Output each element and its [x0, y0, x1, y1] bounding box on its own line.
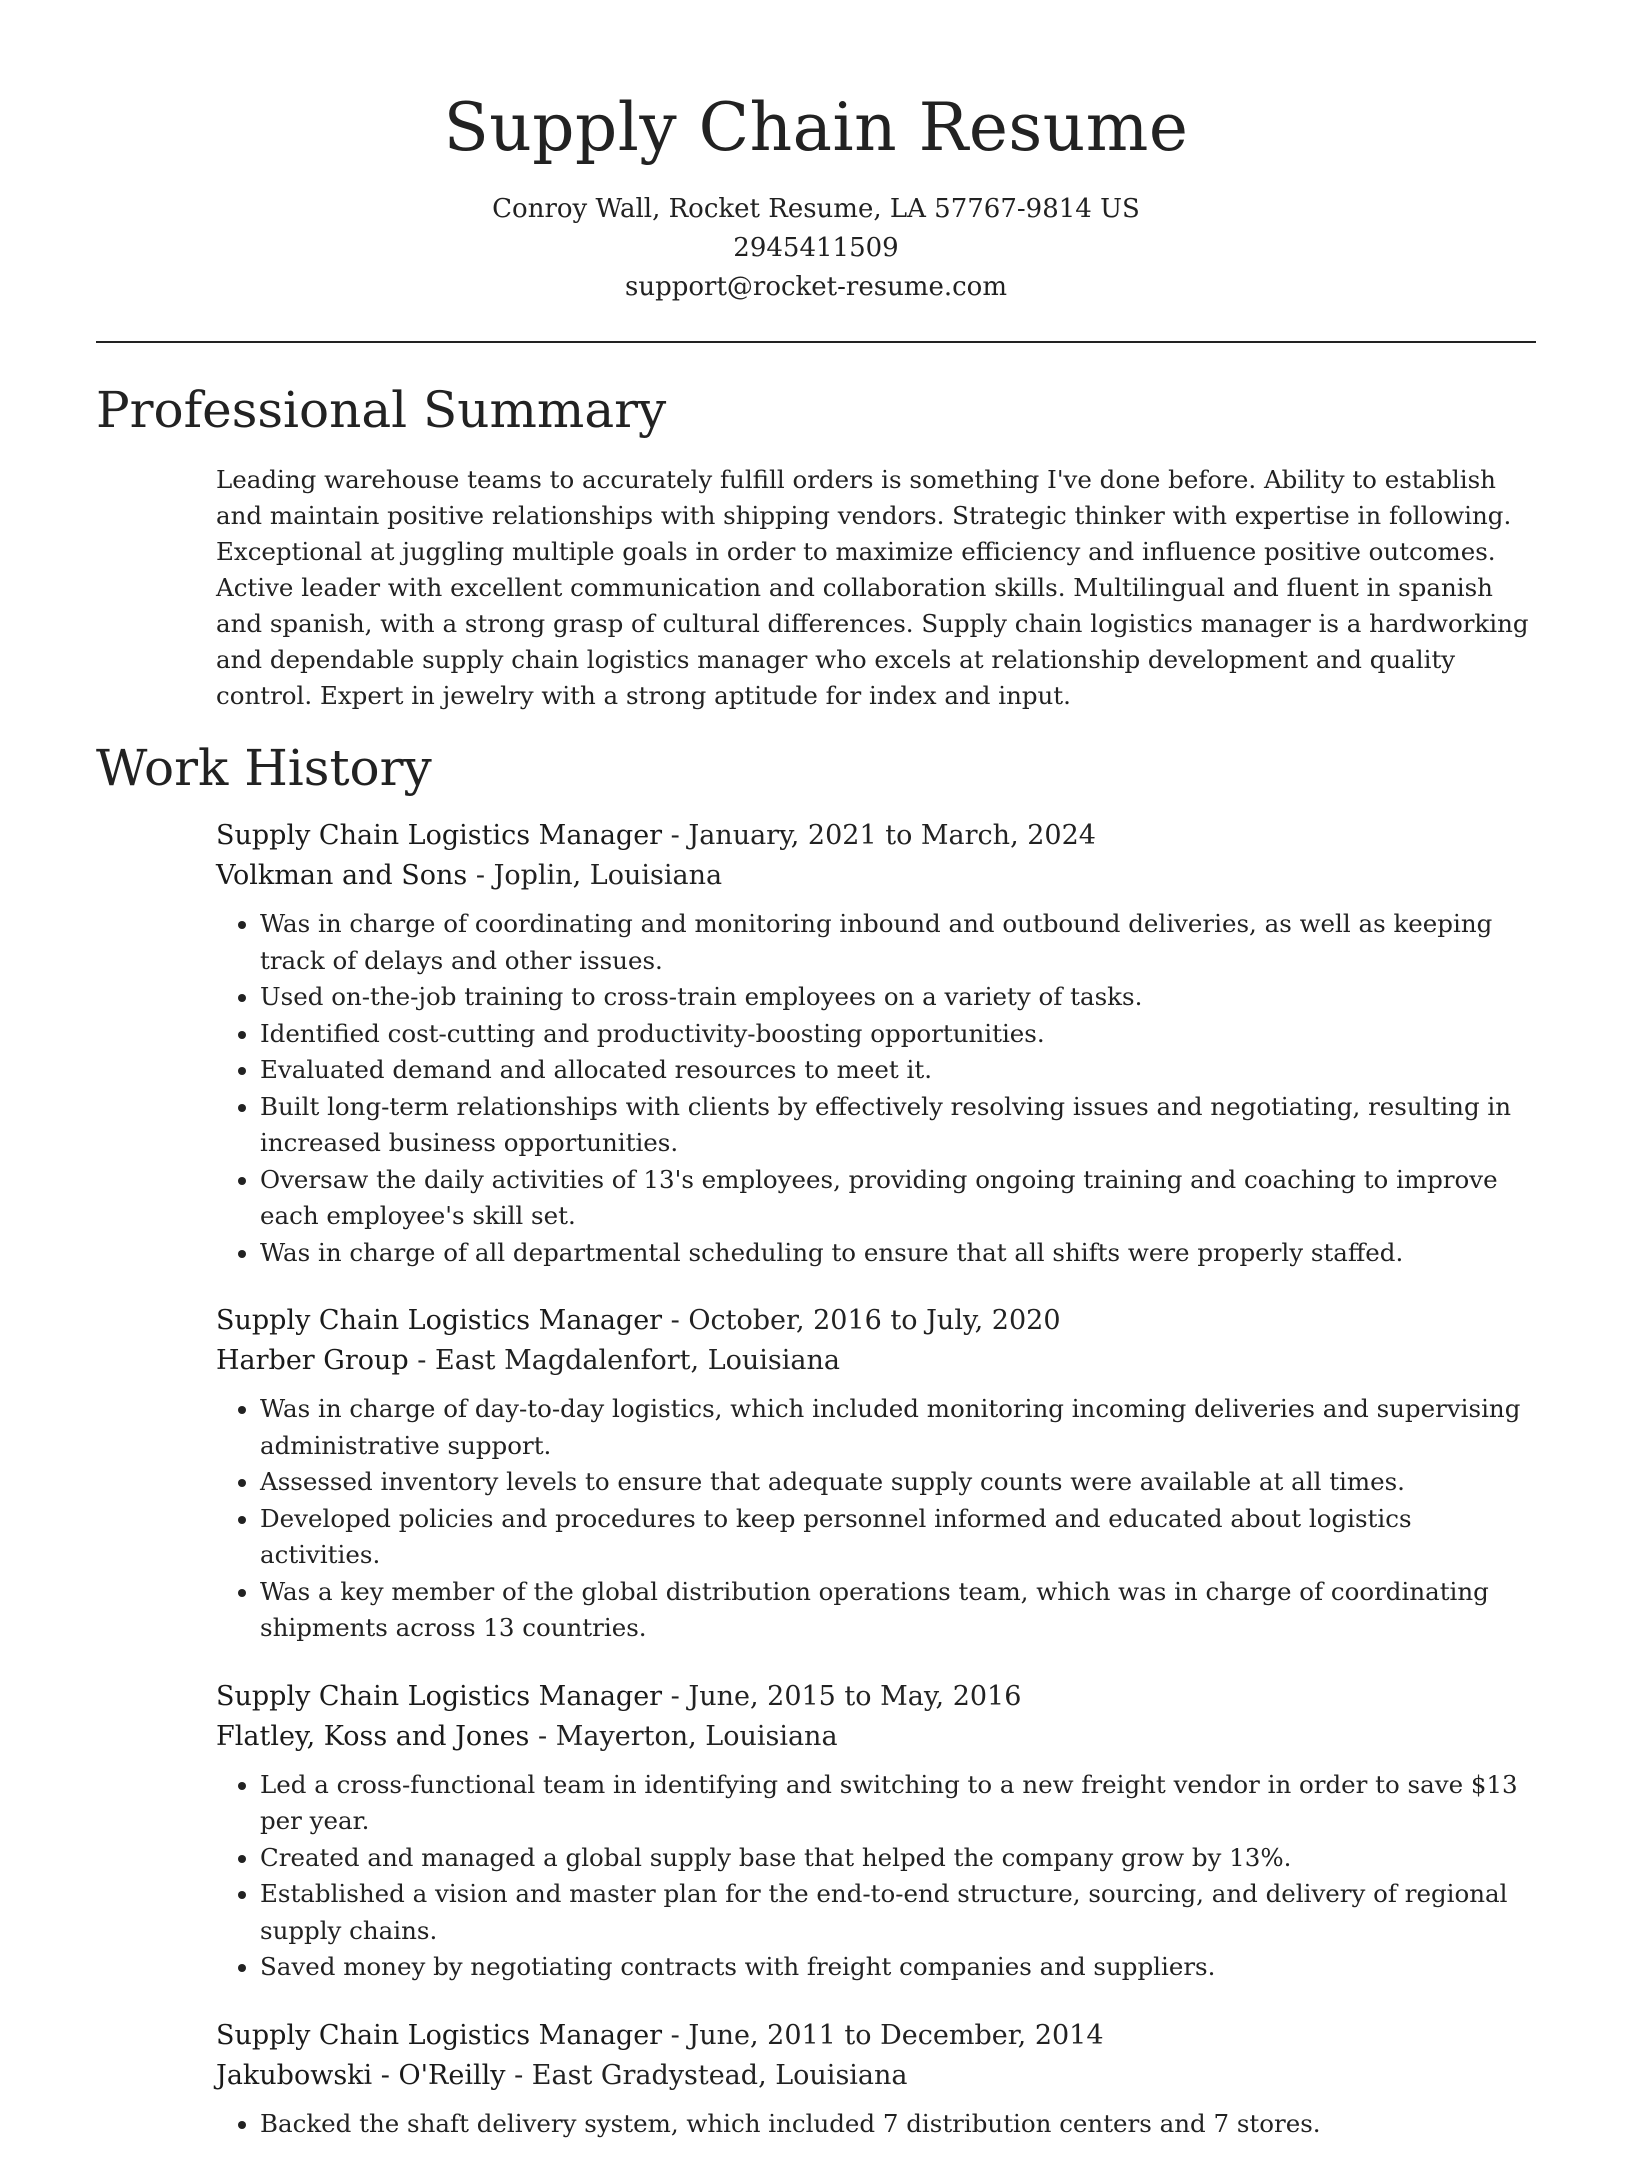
job-bullet: • Established a vision and master plan for the end-to-end structure, sourcing, and delivery of regional supply chains.: [260, 1876, 1536, 1949]
resume-header: [96, 84, 1536, 307]
job-bullet-list: [216, 1767, 1536, 1986]
job-location: Joplin, Louisiana: [493, 860, 723, 891]
job-bullet: • Saved money by negotiating contracts with freight companies and suppliers.: [260, 1949, 1536, 1986]
separator: -: [662, 1680, 689, 1712]
separator: -: [467, 860, 494, 891]
job-bullet: • Identified cost-cutting and productivity-boosting opportunities.: [260, 1016, 1536, 1053]
work-history-heading: Work History: [96, 739, 432, 797]
job-title: Supply Chain Logistics Manager: [216, 2019, 663, 2051]
job-bullet: • Backed the shaft delivery system, which included 7 distribution centers and 7 stores.: [260, 2106, 1536, 2143]
job-company-line: [216, 1717, 1536, 1757]
job-title-line: [216, 1301, 1536, 1341]
summary-text: Leading warehouse teams to accurately fulfill orders is something I've done before. Ability to establish and maintain positive relationships with shipping vendors. Strategic thinker with expertise in following. Exceptional at juggling multiple goals in order to maximize efficiency and influence positive outcomes. Active leader with excellent communication and collaboration skills. Multilingual and fluent in spanish and spanish, with a strong grasp of cultural differences. Supply chain logistics manager is a hardworking and dependable supply chain logistics manager who excels at relationship development and quality control. Expert in jewelry with a strong aptitude for index and input.: [216, 465, 1529, 710]
job-company-line: [216, 2056, 1536, 2096]
job-bullet: • Built long-term relationships with clients by effectively resolving issues and negotiating, resulting in increased business opportunities.: [260, 1089, 1536, 1162]
contact-email: support@rocket-resume.com: [624, 272, 1007, 302]
job-bullet-list: [216, 2106, 1536, 2143]
job-company: Jakubowski - O'Reilly: [216, 2059, 506, 2091]
job-company: Flatley, Koss and Jones: [216, 1720, 530, 1752]
separator: -: [662, 820, 689, 851]
separator: -: [529, 1720, 556, 1752]
job-bullet-list: [216, 906, 1536, 1271]
job-bullet: • Assessed inventory levels to ensure that adequate supply counts were available at all times.: [260, 1464, 1536, 1501]
job-bullet-list: [216, 1391, 1536, 1647]
separator: -: [408, 1345, 436, 1376]
contact-address: Conroy Wall, Rocket Resume, LA 57767-9814 US: [492, 194, 1140, 224]
job-bullet: • Evaluated demand and allocated resources to meet it.: [260, 1052, 1536, 1089]
contact-block: [96, 190, 1536, 307]
job-dates: October, 2016 to July, 2020: [688, 1305, 1061, 1336]
job-title: Supply Chain Logistics Manager: [216, 820, 663, 851]
work-history-list: [216, 816, 1536, 2172]
job-company-line: [216, 1341, 1536, 1381]
summary-heading: Professional Summary: [96, 381, 667, 439]
job-bullet: • Led a cross-functional team in identifying and switching to a new freight vendor in order to save $13 per year.: [260, 1767, 1536, 1840]
job-title-line: [216, 1677, 1536, 1717]
job-title-line: [216, 2016, 1536, 2056]
job-company-line: [216, 856, 1536, 896]
job-location: East Gradystead, Louisiana: [531, 2059, 908, 2091]
job-bullet: • Created and managed a global supply base that helped the company grow by 13%.: [260, 1840, 1536, 1877]
job-bullet: • Was in charge of day-to-day logistics, which included monitoring incoming deliveries and supervising administrative support.: [260, 1391, 1536, 1464]
job-title-line: [216, 816, 1536, 856]
job-company: Harber Group: [216, 1345, 409, 1376]
separator: -: [662, 2019, 689, 2051]
job-entry: [216, 816, 1536, 1271]
separator: -: [505, 2059, 532, 2091]
job-bullet: • Oversaw the daily activities of 13's employees, providing ongoing training and coaching to improve each employee's skill set.: [260, 1162, 1536, 1235]
job-entry: [216, 1301, 1536, 1647]
job-dates: June, 2015 to May, 2016: [688, 1680, 1022, 1712]
job-company: Volkman and Sons: [216, 860, 468, 891]
job-title: Supply Chain Logistics Manager: [216, 1305, 663, 1336]
header-divider: [96, 341, 1536, 343]
contact-phone: 2945411509: [733, 233, 899, 263]
job-dates: June, 2011 to December, 2014: [688, 2019, 1104, 2051]
job-bullet: • Used on-the-job training to cross-train employees on a variety of tasks.: [260, 979, 1536, 1016]
job-entry: [216, 2016, 1536, 2143]
separator: -: [662, 1305, 689, 1336]
job-title: Supply Chain Logistics Manager: [216, 1680, 663, 1712]
job-bullet: • Developed policies and procedures to keep personnel informed and educated about logistics activities.: [260, 1501, 1536, 1574]
job-bullet: • Was in charge of coordinating and monitoring inbound and outbound deliveries, as well as keeping track of delays and other issues.: [260, 906, 1536, 979]
job-location: East Magdalenfort, Louisiana: [435, 1345, 840, 1376]
page-title: Supply Chain Resume: [443, 89, 1189, 166]
job-entry: [216, 1677, 1536, 1986]
job-location: Mayerton, Louisiana: [555, 1720, 838, 1752]
job-bullet: • Was a key member of the global distribution operations team, which was in charge of coordinating shipments across 13 countries.: [260, 1574, 1536, 1647]
job-dates: January, 2021 to March, 2024: [688, 820, 1096, 851]
job-bullet: • Was in charge of all departmental scheduling to ensure that all shifts were properly staffed.: [260, 1235, 1536, 1272]
